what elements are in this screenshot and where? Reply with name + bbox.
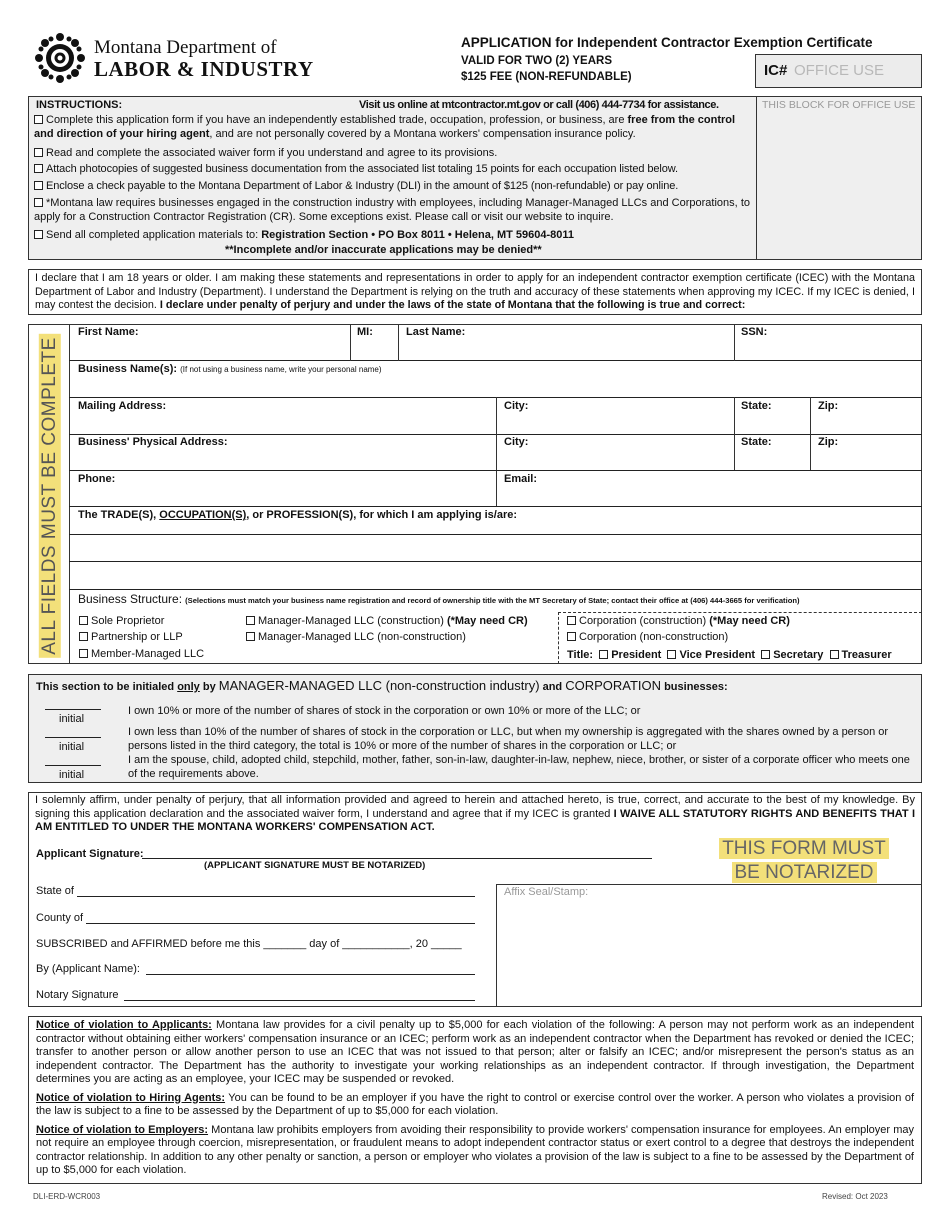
notary-signature-label: Notary Signature xyxy=(36,989,119,1001)
state-of-label: State of xyxy=(36,885,74,897)
checkbox-icon xyxy=(34,230,43,239)
option-member-llc[interactable]: Member-Managed LLC xyxy=(79,648,204,660)
instruction-item-5: *Montana law requires businesses engaged in the construction industry with employees, including Manager-Managed LLCs and Corporations, to apply for a Construction Contractor Registration (CR). Some exceptions exist. Please call or visit our website to inquire. xyxy=(34,197,750,223)
seal-label: Affix Seal/Stamp: xyxy=(504,886,589,898)
applicant-name-label: By (Applicant Name): xyxy=(36,963,140,975)
mailing-state-field[interactable]: State: xyxy=(741,400,772,412)
physical-state-field[interactable]: State: xyxy=(741,436,772,448)
phone-field[interactable]: Phone: xyxy=(78,473,116,485)
title-secretary[interactable]: Secretary xyxy=(761,649,823,661)
gear-logo-icon xyxy=(34,32,86,84)
physical-address-field[interactable]: Business' Physical Address: xyxy=(78,436,228,448)
row-divider xyxy=(69,506,922,507)
applicant-name-line[interactable] xyxy=(146,974,475,975)
applicant-signature-line[interactable] xyxy=(142,858,652,859)
initial-line-2[interactable] xyxy=(45,737,101,738)
title-vice-president[interactable]: Vice President xyxy=(667,649,755,661)
option-sole-proprietor[interactable]: Sole Proprietor xyxy=(79,615,164,627)
instruction-item-4: Enclose a check payable to the Montana Department of Labor & Industry (DLI) in the amount of $125 (non-refundable) or pay online. xyxy=(34,180,754,194)
form-code: DLI-ERD-WCR003 xyxy=(33,1192,101,1201)
checkbox-icon xyxy=(34,164,43,173)
checkbox-icon[interactable] xyxy=(667,650,676,659)
checkbox-icon[interactable] xyxy=(79,616,88,625)
checkbox-icon xyxy=(34,181,43,190)
checkbox-icon[interactable] xyxy=(79,632,88,641)
corporate-title-row: Title: President Vice President Secretary Treasurer xyxy=(567,649,892,661)
ssn-field[interactable]: SSN: xyxy=(741,326,768,338)
mi-field[interactable]: MI: xyxy=(357,326,373,338)
contact-info: Visit us online at mtcontractor.mt.gov or call (406) 444-7734 for assistance. xyxy=(359,99,719,111)
business-structure-label: Business Structure: (Selections must match your business name registration and record of ownership title with the MT Secretary of State; contact their office at (406) 444-3665 for verification) xyxy=(78,592,800,606)
trade-input-line-1[interactable] xyxy=(69,535,922,561)
checkbox-icon[interactable] xyxy=(830,650,839,659)
email-field[interactable]: Email: xyxy=(504,473,538,485)
agency-name-line2: LABOR & INDUSTRY xyxy=(94,57,314,81)
vline xyxy=(734,324,735,361)
option-corporation-nonconstruction[interactable]: Corporation (non-construction) xyxy=(567,631,728,643)
row-divider xyxy=(69,589,922,590)
mailing-address-field[interactable]: Mailing Address: xyxy=(78,400,167,412)
instruction-item-1: Complete this application form if you have an independently established trade, occupation, profession, or business, are free from the control and direction of your hiring agent, and are not personally covered by a Montana workers' compensation insurance policy. xyxy=(34,114,736,140)
initial-label-2: initial xyxy=(59,741,85,753)
checkbox-icon[interactable] xyxy=(567,616,576,625)
instruction-item-2: Read and complete the associated waiver form if you understand and agree to its provisions. xyxy=(34,147,750,161)
vline xyxy=(734,397,735,471)
vline xyxy=(496,397,497,507)
county-of-line[interactable] xyxy=(86,923,475,924)
title-treasurer[interactable]: Treasurer xyxy=(830,649,892,661)
incomplete-warning: **Incomplete and/or inaccurate applications may be denied** xyxy=(225,244,542,256)
checkbox-icon[interactable] xyxy=(79,649,88,658)
trade-label: The TRADE(S), OCCUPATION(S), or PROFESSION(S), for which I am applying is/are: xyxy=(78,509,518,521)
initials-item-3: I am the spouse, child, adopted child, stepchild, mother, father, son-in-law, daughter-in-law, nephew, niece, brother, or sister of a corporate officer who meets one of the requirements above. xyxy=(128,754,910,780)
office-block-label: THIS BLOCK FOR OFFICE USE xyxy=(762,99,916,111)
initial-line-3[interactable] xyxy=(45,765,101,766)
signature-note: (APPLICANT SIGNATURE MUST BE NOTARIZED) xyxy=(204,860,426,871)
initial-label-3: initial xyxy=(59,769,85,781)
initial-line-1[interactable] xyxy=(45,709,101,710)
seal-box xyxy=(496,884,922,1006)
option-corporation-construction[interactable]: Corporation (construction) (*May need CR) xyxy=(567,615,790,627)
mailing-zip-field[interactable]: Zip: xyxy=(818,400,839,412)
affirmation-section xyxy=(28,792,922,1007)
notarize-banner xyxy=(719,837,889,885)
option-manager-llc-nonconstruction[interactable]: Manager-Managed LLC (non-construction) xyxy=(246,631,466,643)
affirmation-text: I solemnly affirm, under penalty of perjury, that all information provided and agreed to herein and attached hereto, is true, correct, and accurate to the best of my knowledge. By signing this application declaration and the associated waiver form, I understand and agree that if my ICEC is granted I WAIVE ALL STATUTORY RIGHTS AND BENEFITS THAT I AM ENTITLED TO UNDER THE MONTANA WORKERS' COMPENSATION ACT. xyxy=(35,794,915,833)
checkbox-icon[interactable] xyxy=(599,650,608,659)
office-block-divider xyxy=(756,97,757,259)
checkbox-icon xyxy=(34,198,43,207)
ic-office-use: OFFICE USE xyxy=(794,62,885,79)
agency-name-line1: Montana Department of xyxy=(94,37,277,58)
title-president[interactable]: President xyxy=(599,649,661,661)
vline xyxy=(398,324,399,361)
validity-text: VALID FOR TWO (2) YEARS xyxy=(461,55,612,67)
county-of-label: County of xyxy=(36,912,84,924)
vline xyxy=(810,397,811,471)
all-fields-required-label: ALL FIELDS MUST BE COMPLETE xyxy=(39,334,61,658)
agency-logo xyxy=(34,32,86,84)
physical-zip-field[interactable]: Zip: xyxy=(818,436,839,448)
notarize-line-2: BE NOTARIZED xyxy=(732,862,877,883)
row-divider xyxy=(69,470,922,471)
physical-city-field[interactable]: City: xyxy=(504,436,529,448)
checkbox-icon[interactable] xyxy=(246,632,255,641)
side-banner xyxy=(38,339,62,653)
initials-section xyxy=(28,674,922,783)
ic-label: IC# xyxy=(764,62,788,79)
option-manager-llc-construction[interactable]: Manager-Managed LLC (construction) (*May need CR) xyxy=(246,615,528,627)
fee-text: $125 FEE (NON-REFUNDABLE) xyxy=(461,71,632,83)
instruction-item-6: Send all completed application materials to: Registration Section • PO Box 8011 • Helena, MT 59604-8011 xyxy=(34,229,750,243)
notarize-line-1: THIS FORM MUST xyxy=(719,838,889,859)
instruction-item-3: Attach photocopies of suggested business documentation from the associated list totaling 15 points for each occupation listed below. xyxy=(34,163,754,177)
mailing-city-field[interactable]: City: xyxy=(504,400,529,412)
checkbox-icon[interactable] xyxy=(761,650,770,659)
notice-applicants: Notice of violation to Applicants: Montana law provides for a civil penalty up to $5,000 for each violation of the following: A person may not perform work as an independent contractor without obtaining either workers' compensation insurance or an ICEC; perform work as an independent contractor when the Department has revoked or denied the ICEC; transfer to another person or allow another person to use an ICEC that was not issued to that person; alter or falsify an ICEC; and/or misrepresent the person's status as an independent contractor. The Department has the authority to investigate your working relationships as an independent contractor. If through investigation, the Department determines you are acting as an employee, your ICEC may be suspended or revoked. xyxy=(36,1019,915,1085)
checkbox-icon xyxy=(34,148,43,157)
state-of-line[interactable] xyxy=(77,896,475,897)
subscribed-text[interactable]: SUBSCRIBED and AFFIRMED before me this _______ day of ___________, 20 _____ xyxy=(36,938,462,950)
last-name-field[interactable]: Last Name: xyxy=(406,326,466,338)
form-title: APPLICATION for Independent Contractor Exemption Certificate xyxy=(461,35,873,50)
notice-hiring-agents: Notice of violation to Hiring Agents: You can be found to be an employer if you have the right to control or exercise control over the worker. A person who violates a provision of the law is subject to a fine to be assessed by the Department of up to $5,000 for each violation. xyxy=(36,1091,915,1117)
instructions-title: INSTRUCTIONS: xyxy=(36,99,123,111)
initials-item-2: I own less than 10% of the number of shares of stock in the corporation or LLC, but when my ownership is aggregated with the shares owned by a person or persons listed in the third category, the total is 10% or more of the number of shares in the corporation or LLC; or xyxy=(128,726,889,752)
revision-date: Revised: Oct 2023 xyxy=(822,1192,888,1201)
applicant-signature-label: Applicant Signature: xyxy=(36,848,144,860)
initial-label-1: initial xyxy=(59,713,85,725)
row-divider xyxy=(69,360,922,361)
business-name-field[interactable]: Business Name(s): (If not using a business name, write your personal name) xyxy=(78,363,382,375)
option-partnership[interactable]: Partnership or LLP xyxy=(79,631,183,643)
notary-signature-line[interactable] xyxy=(124,1000,475,1001)
notice-employers: Notice of violation to Employers: Montana law prohibits employers from avoiding their responsibility to provide workers' compensation insurance for employees. An employer may not require an employee through coercion, misrepresentation, or fraudulent means to adopt independent contractor status or exert control to a degree that destroys the independent contractor relationship. In addition to any other penalty or sanction, a person or employer who violates a provision of the law is subject to a fine to be assessed by the Department of up to $5,000 for each violation. xyxy=(36,1123,914,1176)
initials-item-1: I own 10% or more of the number of shares of stock in the corporation or own 10% or more of the LLC; or xyxy=(128,705,641,717)
notices-section xyxy=(28,1016,922,1184)
declaration-section: I declare that I am 18 years or older. I am making these statements and representations in order to apply for an independent contractor exemption certificate (ICEC) with the Montana Department of Labor and Industry (Department). I understand the Department is relying on the truth and accuracy of these statements when approving my ICEC. If my ICEC is denied, I may contest the decision. I declare under penalty of perjury and under the laws of the state of Montana that the following is true and correct: xyxy=(28,269,922,315)
checkbox-icon xyxy=(34,115,43,124)
first-name-field[interactable]: First Name: xyxy=(78,326,139,338)
instructions-section xyxy=(28,96,922,260)
checkbox-icon[interactable] xyxy=(567,632,576,641)
ic-number-box xyxy=(755,54,922,88)
trade-input-line-2[interactable] xyxy=(69,562,922,588)
initials-heading: This section to be initialed only by MANAGER-MANAGED LLC (non-construction industry) and CORPORATION businesses: xyxy=(36,678,728,693)
checkbox-icon[interactable] xyxy=(246,616,255,625)
vline xyxy=(350,324,351,361)
